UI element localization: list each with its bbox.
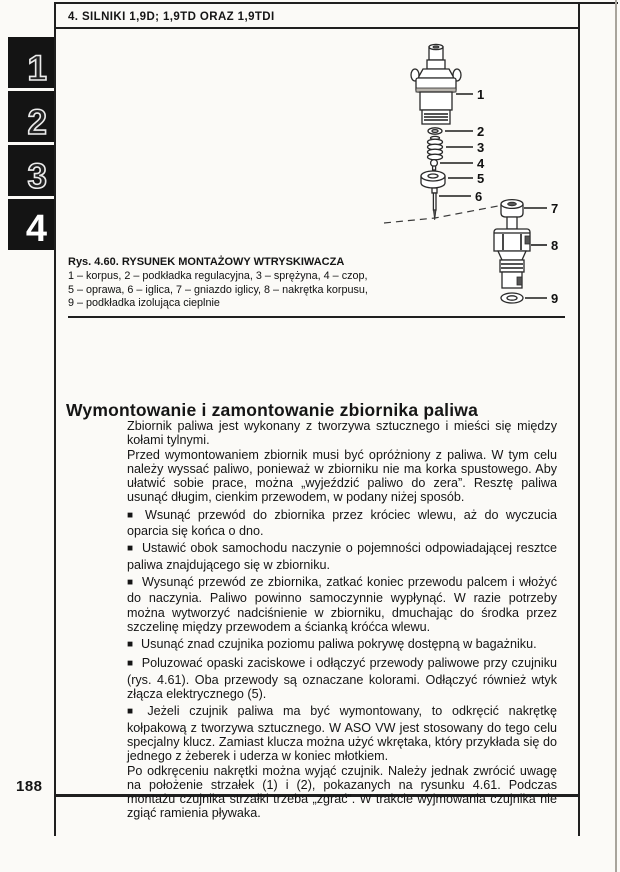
body-paragraph: [127, 764, 557, 821]
body-paragraph: [127, 419, 557, 448]
section-title: Wymontowanie i zamontowanie zbiornika paliwa: [66, 399, 479, 420]
bullet-square-icon: ■: [127, 576, 134, 588]
part-label-8: 8: [551, 238, 559, 253]
paragraph-text: Wysunąć przewód ze zbiornika, zatkać koniec przewodu palcem i włożyć do naczynia. Paliwo powinno samoczynnie wypłynąć. W razie potrzeby można wytworzyć nadciśnienie w zbiorniku, dmuchając do środka przez szczelinę między przewodem a ścianką króćca wlewu.: [127, 574, 557, 634]
figure-caption: [68, 256, 408, 311]
shim-washer-part: [428, 128, 442, 134]
chapter-tab-1-digit: 1: [27, 48, 47, 88]
body-nut-part: [494, 229, 530, 288]
bullet-item: [127, 541, 557, 572]
header-underline-rule: [54, 27, 580, 29]
chapter-tab-2: [8, 91, 54, 142]
figure-legend-line: 5 – oprawa, 6 – iglica, 7 – gniazdo iglicy, 8 – nakrętka korpusu,: [68, 283, 368, 296]
retainer-part: [421, 171, 445, 188]
heat-washer-part: [501, 293, 523, 303]
assembly-dashed-line: [384, 206, 498, 223]
chapter-tab-1: [8, 37, 54, 88]
part-label-4: 4: [477, 156, 485, 171]
chapter-tab-index: [8, 37, 54, 253]
body-paragraph: [127, 448, 557, 505]
part-label-5: 5: [477, 171, 485, 186]
pin-part: [431, 160, 438, 170]
chapter-header: 4. SILNIKI 1,9D; 1,9TD ORAZ 1,9TDI: [68, 11, 275, 23]
bullet-item: [127, 637, 557, 653]
figure-number: Rys. 4.60.: [68, 256, 119, 268]
part-label-6: 6: [475, 189, 483, 204]
paragraph-text: Poluzować opaski zaciskowe i odłączyć przewody paliwowe przy czujniku (rys. 4.61). Oba przewody są oznaczane kolorami. Odłączyć również wtyk złącza elektrycznego (5).: [127, 656, 557, 702]
part-label-1: 1: [477, 87, 485, 102]
section-body: [127, 419, 557, 821]
chapter-tab-3: [8, 145, 54, 196]
chapter-tab-3-digit: 3: [27, 156, 47, 196]
paragraph-text: Jeżeli czujnik paliwa ma być wymontowany, to odkręcić nakrętkę kołpakową z tworzywa sztucznego. W ASO VW jest stosowany do tego celu specjalny klucz. Zamiast klucza można użyć wkrętaka, który przykłada się do jednego z żeberek i uderza w koniec młotkiem.: [127, 704, 557, 764]
bullet-square-icon: ■: [127, 509, 137, 521]
spring-part: [428, 136, 443, 159]
figure-caption-heading: [68, 256, 408, 268]
paragraph-text: Usunąć znad czujnika poziomu paliwa pokrywę dostępną w bagażniku.: [141, 637, 537, 652]
needle-seat-part: [501, 200, 523, 229]
paragraph-text: Ustawić obok samochodu naczynie o pojemności odpowiadającej resztce paliwa znajdującego się w zbiorniku.: [127, 541, 557, 572]
bullet-square-icon: ■: [127, 639, 134, 651]
paragraph-text: Po odkręceniu nakrętki można wyjąć czujnik. Należy jednak zwrócić uwagę na położenie strzałek (1) i (2), pokazanych na rysunku 4.61. Podczas montażu czujnika strzałki trzeba „zgrać”. W trakcie wyjmowania czujnika nie zgiąć ramienia pływaka.: [127, 763, 557, 821]
chapter-tab-2-digit: 2: [27, 102, 47, 142]
paragraph-text: Przed wymontowaniem zbiornik musi być opróżniony z paliwa. W tym celu należy wyssać paliwo, ponieważ w zbiorniku nie ma korka spustowego. Aby ułatwić sobie prace, można „wyjeździć paliwo do zera”. Resztę paliwa usunąć długim, cienkim przewodem, w podany niżej sposób.: [127, 447, 557, 505]
part-label-7: 7: [551, 201, 559, 216]
bullet-square-icon: ■: [127, 543, 134, 555]
part-label-2: 2: [477, 124, 485, 139]
injector-body-part: [411, 44, 461, 124]
chapter-tab-4-active: [8, 199, 54, 250]
scan-edge-rule: [615, 0, 617, 872]
bullet-square-icon: ■: [127, 658, 134, 670]
figure-legend-line: 9 – podkładka izolująca cieplnie: [68, 297, 220, 309]
left-border-rule: [54, 2, 56, 836]
part-callouts: [439, 87, 558, 306]
bullet-square-icon: ■: [127, 706, 140, 718]
figure-legend-line: 1 – korpus, 2 – podkładka regulacyjna, 3 – sprężyna, 4 – czop,: [68, 270, 368, 282]
bullet-item: [127, 656, 557, 701]
right-border-rule: [578, 2, 580, 836]
figure-title: RYSUNEK MONTAŻOWY WTRYSKIWACZA: [121, 256, 345, 268]
paragraph-text: Wsunąć przewód do zbiornika przez króciec wlewu, aż do wyczucia oparcia się końca o dno.: [127, 507, 557, 539]
part-label-3: 3: [477, 140, 485, 155]
bullet-item: [127, 704, 557, 763]
part-label-9: 9: [551, 291, 559, 306]
paragraph-text: Zbiornik paliwa jest wykonany z tworzywa sztucznego i mieści się między kołami tylnymi.: [127, 419, 557, 448]
bullet-item: [127, 508, 557, 539]
top-border-rule: [54, 2, 618, 4]
page-number: 188: [16, 778, 43, 795]
chapter-tab-4-digit: 4: [25, 207, 47, 250]
bullet-item: [127, 575, 557, 634]
needle-part: [432, 188, 437, 220]
